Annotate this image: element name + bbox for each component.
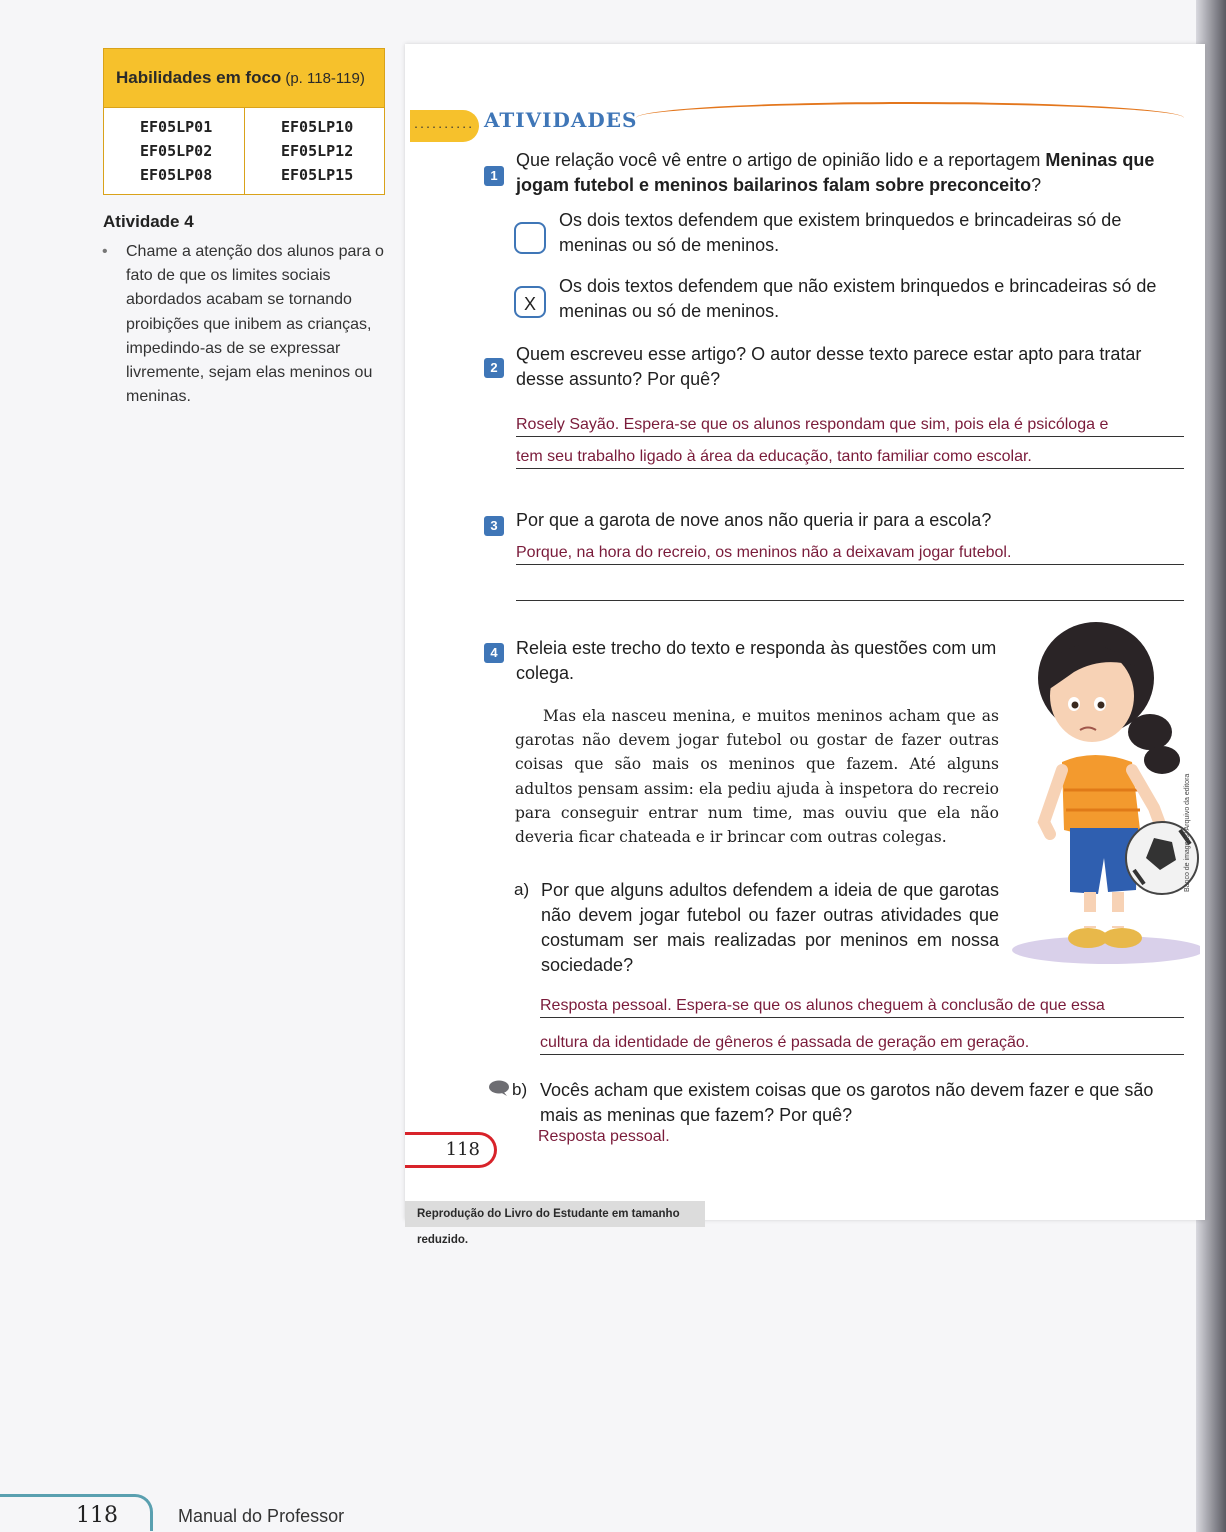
- answer-line: Rosely Sayão. Espera-se que os alunos respondam que sim, pois ela é psicóloga e: [516, 414, 1184, 437]
- question-3-text: Por que a garota de nove anos não queria ir para a escola?: [516, 510, 992, 530]
- skill-code: EF05LP08: [140, 166, 213, 184]
- question-2-text: Quem escreveu esse artigo? O autor desse texto parece estar apto para tratar desse assunto? Por quê?: [516, 344, 1142, 389]
- student-page-number: 118: [405, 1132, 497, 1168]
- question-4-text: Releia este trecho do texto e responda às questões com um colega.: [516, 638, 997, 683]
- subquestion-b-text: Vocês acham que existem coisas que os garotos não devem fazer e que são mais as meninas que fazem? Por quê?: [540, 1080, 1154, 1125]
- question-number: 3: [484, 516, 504, 536]
- skills-column-left: [104, 108, 244, 194]
- reproduction-note: Reprodução do Livro do Estudante em tamanho reduzido.: [405, 1201, 705, 1227]
- skill-code: EF05LP01: [140, 118, 213, 136]
- section-tab: ..........: [410, 110, 479, 142]
- answer-line: Resposta pessoal. Espera-se que os alunos cheguem à conclusão de que essa: [540, 995, 1184, 1018]
- skill-code: EF05LP15: [281, 166, 354, 184]
- option-checkbox-checked[interactable]: X: [514, 286, 546, 318]
- skills-header: [104, 49, 384, 108]
- skill-code: EF05LP02: [140, 142, 213, 160]
- question-number: 2: [484, 358, 504, 378]
- subquestion-letter: a): [514, 880, 530, 899]
- footer-page-number: 118: [76, 1503, 118, 1528]
- question-1-text-end: ?: [1031, 175, 1042, 195]
- skills-column-right: [244, 108, 384, 194]
- answer-text: Resposta pessoal.: [538, 1128, 670, 1145]
- blank-answer-line: [516, 599, 1184, 601]
- article-title: Meninas que jogam futebol e meninos bailarinos falam sobre preconceito: [516, 150, 1155, 195]
- activity-note-text: Chame a atenção dos alunos para o fato de que os limites sociais abordados acabam se tornando proibições que inibem as crianças, impedindo-as de se expressar livremente, sejam elas meninos ou meninas.: [126, 243, 384, 406]
- question-number: 1: [484, 166, 504, 186]
- bullet-icon: •: [102, 243, 108, 260]
- answer-line: cultura da identidade de gêneros é passada de geração em geração.: [540, 1032, 1184, 1055]
- question-1-text-part: Que relação você vê entre o artigo de opinião lido e a reportagem: [516, 150, 1046, 170]
- question-number: 4: [484, 643, 504, 663]
- answer-line: Porque, na hora do recreio, os meninos não a deixavam jogar futebol.: [516, 542, 1184, 565]
- subquestion-a-text: Por que alguns adultos defendem a ideia de que garotas não devem jogar futebol ou fazer outras atividades que costumam ser mais realizadas por meninos em nossa sociedade?: [541, 880, 999, 975]
- footer-label: Manual do Professor: [178, 1506, 345, 1526]
- option-text: Os dois textos defendem que não existem brinquedos e brincadeiras só de meninas ou só de meninos.: [559, 276, 1157, 321]
- skill-code: EF05LP12: [281, 142, 354, 160]
- text-excerpt: Mas ela nasceu menina, e muitos meninos acham que as garotas não devem jogar futebol ou gostar de fazer outras coisas que são mais os meninos que fazem. Até alguns adultos pensam assim: ela pediu ajuda à inspetora do recreio para conseguir entrar num time, mas ouviu que ela não deveria ficar chateada e ir brincar com outras colegas.: [515, 707, 999, 847]
- girl-with-ball-illustration: [1004, 612, 1200, 972]
- skills-page-range: (p. 118-119): [285, 69, 365, 87]
- subquestion-letter: b): [512, 1080, 528, 1099]
- skills-box: [103, 48, 385, 195]
- image-credit: Banco de imagens/ Arquivo da editora: [1184, 773, 1191, 892]
- option-checkbox[interactable]: [514, 222, 546, 254]
- answer-line: tem seu trabalho ligado à área da educação, tanto familiar como escolar.: [516, 446, 1184, 469]
- skills-grid: [104, 108, 384, 194]
- section-title: ATIVIDADES: [484, 108, 638, 132]
- question-1-text: [516, 148, 1188, 198]
- activity-title: Atividade 4: [103, 212, 194, 231]
- activity-note: [104, 240, 386, 409]
- skill-code: EF05LP10: [281, 118, 354, 136]
- option-text: Os dois textos defendem que existem brinquedos e brincadeiras só de meninas ou só de meninos.: [559, 210, 1122, 255]
- speech-bubble-icon: [488, 1080, 510, 1096]
- skills-title: Habilidades em foco: [116, 68, 282, 87]
